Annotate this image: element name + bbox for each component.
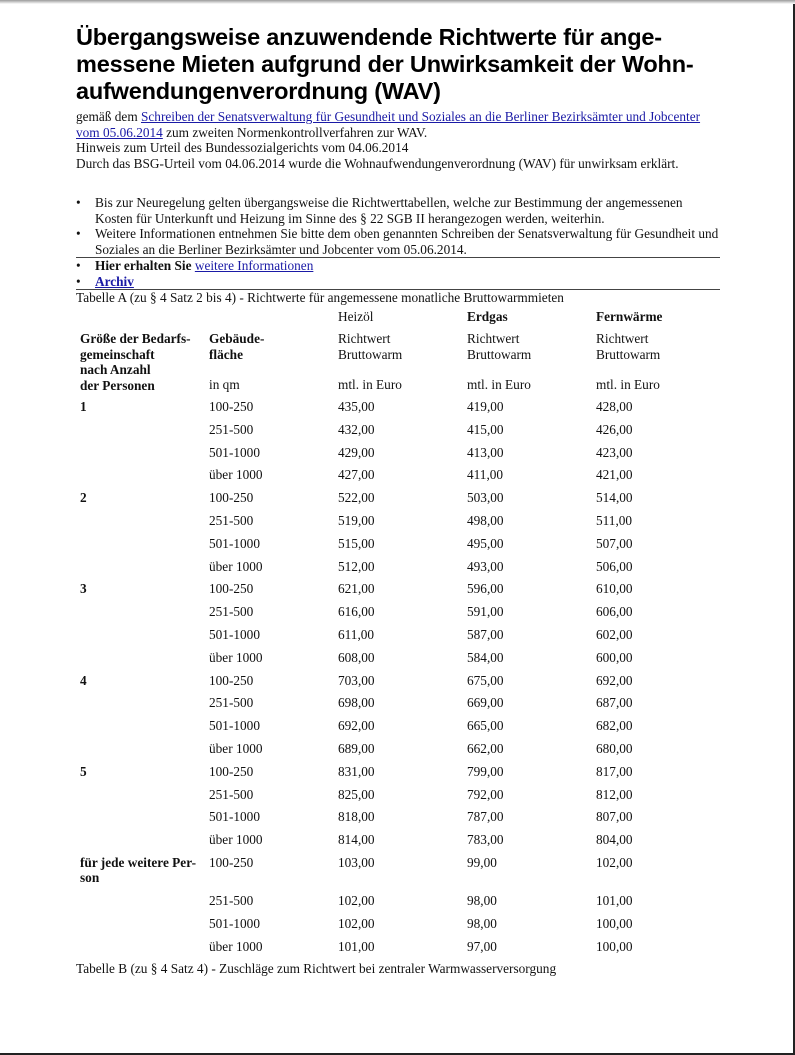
- more-information-link[interactable]: weitere Informationen: [194, 258, 314, 273]
- table-row: [76, 787, 716, 810]
- table-row: [76, 559, 716, 582]
- table-row: [76, 399, 716, 422]
- cell-persons: [76, 422, 205, 445]
- cell-persons: [76, 604, 205, 627]
- cell-fernwaerme: 428,00: [596, 399, 633, 414]
- cell-area: über 1000: [209, 649, 263, 665]
- cell-heizoel: 102,00: [338, 915, 375, 931]
- cell-erdgas: 675,00: [467, 672, 504, 688]
- cell-erdgas: 98,00: [467, 915, 497, 931]
- cell-area: über 1000: [209, 467, 263, 483]
- table-header-row: [76, 331, 716, 377]
- cell-persons: [76, 809, 205, 832]
- cell-heizoel: 608,00: [338, 649, 375, 665]
- bsg-notice-heading: Hinweis zum Urteil des Bundessozialgerichts vom 04.06.2014: [76, 140, 409, 155]
- cell-area: 251-500: [209, 512, 254, 528]
- cell-area: 501-1000: [209, 915, 260, 931]
- cell-heizoel: 616,00: [338, 604, 375, 620]
- header-unit-euro: mtl. in Euro: [338, 377, 402, 392]
- cell-fernwaerme: 506,00: [596, 558, 633, 574]
- cell-fernwaerme: 606,00: [596, 604, 633, 620]
- cell-persons: 5: [80, 763, 87, 779]
- list-item-text: Bis zur Neuregelung gelten übergangsweise die Richtwerttabellen, welche zur Bestimmung der angemessenen Kosten für Unterkunft und Heizung im Sinne des § 22 SGB II herangezogen werden, weiterhin.: [95, 195, 683, 226]
- cell-fernwaerme: 817,00: [596, 763, 633, 779]
- cell-erdgas: 413,00: [467, 444, 504, 460]
- cell-persons: [76, 445, 205, 468]
- cell-area: 501-1000: [209, 626, 260, 642]
- table-row: [76, 718, 716, 741]
- table-row: [76, 627, 716, 650]
- cell-area: über 1000: [209, 740, 263, 756]
- table-row: [76, 673, 716, 696]
- cell-fernwaerme: 426,00: [596, 421, 633, 437]
- table-a-caption: Tabelle A (zu § 4 Satz 2 bis 4) - Richtwerte für angemessene monatliche Bruttowarmmieten: [76, 290, 564, 305]
- list-item-text: Weitere Informationen entnehmen Sie bitte dem oben genannten Schreiben der Senatsverwaltung für Gesundheit und Soziales an die Berliner Bezirksämter und Jobcenter vom 05.06.2014.: [95, 226, 719, 257]
- cell-fernwaerme: 511,00: [596, 512, 633, 528]
- cell-fernwaerme: 100,00: [596, 915, 633, 931]
- cell-persons: [76, 559, 205, 582]
- cell-persons: [76, 695, 205, 718]
- bullet-icon: •: [76, 226, 81, 241]
- cell-heizoel: 818,00: [338, 809, 375, 825]
- header-richtwert: Richtwert Bruttowarm: [596, 331, 661, 362]
- cell-fernwaerme: 101,00: [596, 892, 633, 908]
- table-row: [76, 764, 716, 787]
- info-list: [76, 195, 720, 290]
- cell-heizoel: 427,00: [338, 467, 375, 483]
- header-richtwert: Richtwert Bruttowarm: [338, 331, 403, 362]
- cell-fernwaerme: 102,00: [596, 854, 633, 870]
- cell-heizoel: 611,00: [338, 626, 375, 642]
- cell-erdgas: 596,00: [467, 581, 504, 597]
- cell-erdgas: 99,00: [467, 854, 497, 870]
- table-row: [76, 513, 716, 536]
- cell-fernwaerme: 812,00: [596, 786, 633, 802]
- cell-fernwaerme: 602,00: [596, 626, 633, 642]
- cell-erdgas: 495,00: [467, 535, 504, 551]
- cell-fernwaerme: 100,00: [596, 938, 633, 954]
- table-row: [76, 467, 716, 490]
- cell-heizoel: 102,00: [338, 892, 375, 908]
- cell-persons: [76, 893, 205, 916]
- cell-area: über 1000: [209, 558, 263, 574]
- cell-erdgas: 792,00: [467, 786, 504, 802]
- table-a: [76, 307, 716, 961]
- cell-heizoel: 825,00: [338, 786, 375, 802]
- table-row: [76, 536, 716, 559]
- cell-persons: [76, 513, 205, 536]
- list-item: [76, 274, 720, 291]
- cell-heizoel: 703,00: [338, 672, 375, 688]
- bullet-icon: •: [76, 195, 81, 210]
- table-row: [76, 604, 716, 627]
- cell-persons: 3: [80, 581, 87, 597]
- cell-heizoel: 692,00: [338, 718, 375, 734]
- cell-erdgas: 584,00: [467, 649, 504, 665]
- senatsverwaltung-letter-link[interactable]: Schreiben der Senatsverwaltung für Gesundheit und Soziales an die Berliner Bezirksämter und Jobcenter vom 05.06.2014: [76, 109, 701, 140]
- cell-erdgas: 783,00: [467, 832, 504, 848]
- table-row: [76, 832, 716, 855]
- cell-area: 100-250: [209, 763, 254, 779]
- header-unit-qm: in qm: [209, 377, 240, 392]
- table-b-caption: Tabelle B (zu § 4 Satz 4) - Zuschläge zum Richtwert bei zentraler Warmwasserversorgung: [76, 961, 557, 977]
- cell-fernwaerme: 680,00: [596, 740, 633, 756]
- header-richtwert: Richtwert Bruttowarm: [467, 331, 532, 362]
- cell-persons: [76, 916, 205, 939]
- bullet-icon: •: [76, 258, 81, 273]
- cell-heizoel: 101,00: [338, 938, 375, 954]
- archive-link[interactable]: Archiv: [95, 273, 134, 289]
- top-edge-shadow: [0, 0, 795, 4]
- cell-erdgas: 98,00: [467, 892, 497, 908]
- cell-persons: [76, 718, 205, 741]
- cell-area: 100-250: [209, 854, 254, 870]
- cell-area: 501-1000: [209, 718, 260, 734]
- cell-heizoel: 515,00: [338, 535, 375, 551]
- table-row: [76, 741, 716, 764]
- intro-line-1: [76, 109, 720, 140]
- cell-area: 501-1000: [209, 535, 260, 551]
- cell-erdgas: 415,00: [467, 421, 504, 437]
- cell-area: 251-500: [209, 604, 254, 620]
- cell-area: 100-250: [209, 399, 254, 414]
- header-household-size: Größe der Bedarfs- gemeinschaft nach Anzahl der Personen: [80, 331, 191, 393]
- cell-erdgas: 799,00: [467, 763, 504, 779]
- cell-area: 501-1000: [209, 809, 260, 825]
- cell-fernwaerme: 682,00: [596, 718, 633, 734]
- cell-heizoel: 429,00: [338, 444, 375, 460]
- cell-area: 251-500: [209, 421, 254, 437]
- cell-erdgas: 591,00: [467, 604, 504, 620]
- cell-persons: [76, 741, 205, 764]
- cell-erdgas: 411,00: [467, 467, 504, 483]
- cell-fernwaerme: 687,00: [596, 695, 633, 711]
- cell-fernwaerme: 423,00: [596, 444, 633, 460]
- table-row: [76, 650, 716, 673]
- cell-area: über 1000: [209, 832, 263, 848]
- cell-erdgas: 503,00: [467, 490, 504, 506]
- cell-persons: 4: [80, 672, 87, 688]
- cell-heizoel: 621,00: [338, 581, 375, 597]
- intro-suffix: zum zweiten Normenkontrollverfahren zur WAV.: [162, 124, 428, 140]
- cell-area: über 1000: [209, 938, 263, 954]
- cell-fernwaerme: 421,00: [596, 467, 633, 483]
- cell-erdgas: 498,00: [467, 512, 504, 528]
- table-row: [76, 695, 716, 718]
- table-row: [76, 939, 716, 962]
- bsg-notice-text: Durch das BSG-Urteil vom 04.06.2014 wurde die Wohnaufwendungenverordnung (WAV) für unwirksam erklärt.: [76, 155, 679, 171]
- document-content: [76, 24, 720, 976]
- header-erdgas: Erdgas: [467, 309, 508, 324]
- cell-heizoel: 698,00: [338, 695, 375, 711]
- cell-fernwaerme: 600,00: [596, 649, 633, 665]
- table-row: [76, 916, 716, 939]
- cell-persons: [76, 467, 205, 490]
- table-row: [76, 893, 716, 916]
- cell-heizoel: 522,00: [338, 490, 375, 506]
- cell-area: 100-250: [209, 581, 254, 597]
- cell-persons: 2: [80, 490, 87, 506]
- cell-persons: [76, 627, 205, 650]
- table-header-row: [76, 307, 716, 331]
- list-item: [76, 226, 720, 258]
- table-row: [76, 445, 716, 468]
- cell-erdgas: 419,00: [467, 399, 504, 414]
- bullet-icon: •: [76, 273, 81, 289]
- header-unit-euro: mtl. in Euro: [596, 377, 660, 392]
- cell-area: 251-500: [209, 786, 254, 802]
- table-row: [76, 422, 716, 445]
- cell-persons: [76, 536, 205, 559]
- cell-heizoel: 831,00: [338, 763, 375, 779]
- cell-persons: [76, 787, 205, 810]
- cell-heizoel: 432,00: [338, 421, 375, 437]
- page-title: [76, 24, 720, 105]
- cell-fernwaerme: 514,00: [596, 490, 633, 506]
- list-item: [76, 258, 720, 274]
- cell-area: 100-250: [209, 672, 254, 688]
- cell-erdgas: 665,00: [467, 718, 504, 734]
- cell-persons: 1: [80, 399, 87, 414]
- cell-persons: [76, 832, 205, 855]
- cell-fernwaerme: 804,00: [596, 832, 633, 848]
- cell-heizoel: 103,00: [338, 854, 375, 870]
- cell-erdgas: 493,00: [467, 558, 504, 574]
- cell-persons: [76, 939, 205, 962]
- header-unit-euro: mtl. in Euro: [467, 377, 531, 392]
- list-item-label: Hier erhalten Sie: [95, 258, 195, 273]
- cell-area: 251-500: [209, 892, 254, 908]
- cell-fernwaerme: 807,00: [596, 809, 633, 825]
- cell-area: 100-250: [209, 490, 254, 506]
- header-fernwaerme: Fernwärme: [596, 309, 663, 324]
- cell-area: 251-500: [209, 695, 254, 711]
- cell-erdgas: 662,00: [467, 740, 504, 756]
- cell-persons: [76, 650, 205, 673]
- cell-area: 501-1000: [209, 444, 260, 460]
- cell-heizoel: 435,00: [338, 399, 375, 414]
- cell-persons: für jede weitere Per- son: [80, 854, 197, 886]
- cell-erdgas: 97,00: [467, 938, 497, 954]
- cell-heizoel: 689,00: [338, 740, 375, 756]
- cell-fernwaerme: 692,00: [596, 672, 633, 688]
- cell-erdgas: 587,00: [467, 626, 504, 642]
- cell-fernwaerme: 507,00: [596, 535, 633, 551]
- header-building-area: Gebäude- fläche: [209, 331, 265, 362]
- title-line: Übergangsweise anzuwendende Richtwerte für ange-: [76, 24, 662, 50]
- table-row: [76, 490, 716, 513]
- list-item: [76, 195, 720, 226]
- table-row: [76, 809, 716, 832]
- intro-section: [76, 109, 720, 171]
- cell-erdgas: 669,00: [467, 695, 504, 711]
- table-row: [76, 855, 716, 893]
- title-line: aufwendungenverordnung (WAV): [76, 78, 441, 104]
- intro-prefix: gemäß dem: [76, 109, 141, 124]
- cell-erdgas: 787,00: [467, 809, 504, 825]
- table-row: [76, 581, 716, 604]
- title-line: messene Mieten aufgrund der Unwirksamkeit der Wohn-: [76, 51, 694, 77]
- cell-heizoel: 814,00: [338, 832, 375, 848]
- header-heizoel: Heizöl: [338, 309, 374, 324]
- cell-heizoel: 519,00: [338, 512, 375, 528]
- cell-heizoel: 512,00: [338, 558, 375, 574]
- cell-fernwaerme: 610,00: [596, 581, 633, 597]
